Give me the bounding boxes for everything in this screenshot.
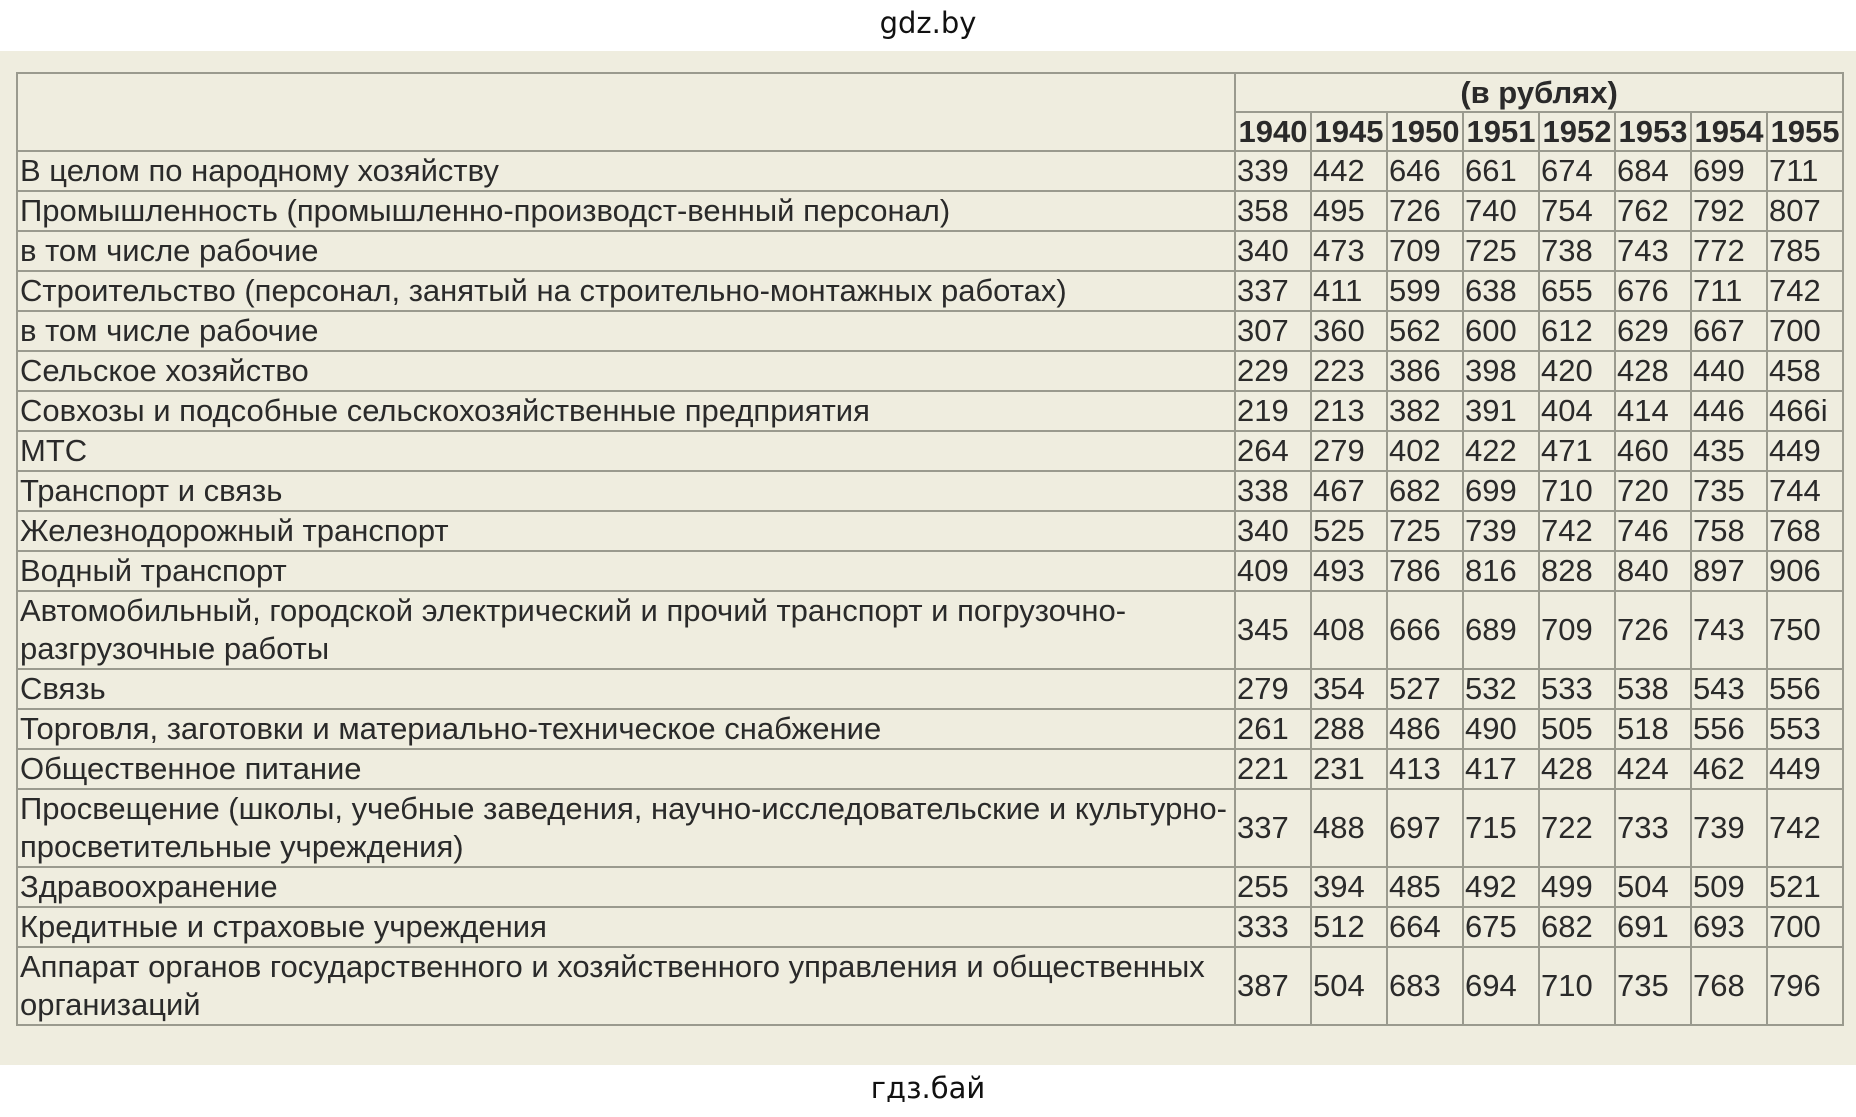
value-cell: 676: [1615, 271, 1691, 311]
row-label: Сельское хозяйство: [17, 351, 1235, 391]
value-cell: 694: [1463, 947, 1539, 1025]
value-cell: 661: [1463, 151, 1539, 191]
value-cell: 840: [1615, 551, 1691, 591]
value-cell: 629: [1615, 311, 1691, 351]
value-cell: 768: [1767, 511, 1843, 551]
value-cell: 402: [1387, 431, 1463, 471]
watermark-top: gdz.by: [879, 6, 977, 40]
value-cell: 492: [1463, 867, 1539, 907]
value-cell: 288: [1311, 709, 1387, 749]
year-header: 1955: [1767, 112, 1843, 151]
value-cell: 521: [1767, 867, 1843, 907]
value-cell: 488: [1311, 789, 1387, 867]
value-cell: 340: [1235, 231, 1311, 271]
table-row: [17, 311, 1843, 351]
value-cell: 424: [1615, 749, 1691, 789]
value-cell: 683: [1387, 947, 1463, 1025]
value-cell: 338: [1235, 471, 1311, 511]
value-cell: 518: [1615, 709, 1691, 749]
value-cell: 543: [1691, 669, 1767, 709]
year-header: 1945: [1311, 112, 1387, 151]
value-cell: 828: [1539, 551, 1615, 591]
row-label: Водный транспорт: [17, 551, 1235, 591]
value-cell: 354: [1311, 669, 1387, 709]
value-cell: 509: [1691, 867, 1767, 907]
table-row: [17, 551, 1843, 591]
value-cell: 664: [1387, 907, 1463, 947]
value-cell: 505: [1539, 709, 1615, 749]
value-cell: 906: [1767, 551, 1843, 591]
table-row: [17, 391, 1843, 431]
value-cell: 710: [1539, 947, 1615, 1025]
year-header: 1951: [1463, 112, 1539, 151]
value-cell: 337: [1235, 789, 1311, 867]
unit-caption: (в рублях): [1235, 73, 1843, 112]
value-cell: 279: [1235, 669, 1311, 709]
table-body: [17, 151, 1843, 1025]
value-cell: 533: [1539, 669, 1615, 709]
value-cell: 674: [1539, 151, 1615, 191]
row-label: Железнодорожный транспорт: [17, 511, 1235, 551]
value-cell: 442: [1311, 151, 1387, 191]
value-cell: 720: [1615, 471, 1691, 511]
table-row: [17, 907, 1843, 947]
value-cell: 700: [1767, 907, 1843, 947]
value-cell: 599: [1387, 271, 1463, 311]
value-cell: 404: [1539, 391, 1615, 431]
row-label: Здравоохранение: [17, 867, 1235, 907]
value-cell: 742: [1767, 271, 1843, 311]
value-cell: 386: [1387, 351, 1463, 391]
value-cell: 684: [1615, 151, 1691, 191]
value-cell: 512: [1311, 907, 1387, 947]
value-cell: 408: [1311, 591, 1387, 669]
value-cell: 699: [1691, 151, 1767, 191]
value-cell: 709: [1539, 591, 1615, 669]
value-cell: 333: [1235, 907, 1311, 947]
value-cell: 675: [1463, 907, 1539, 947]
value-cell: 307: [1235, 311, 1311, 351]
value-cell: 735: [1615, 947, 1691, 1025]
value-cell: 538: [1615, 669, 1691, 709]
value-cell: 339: [1235, 151, 1311, 191]
table-row: [17, 709, 1843, 749]
year-header: 1950: [1387, 112, 1463, 151]
row-label: Транспорт и связь: [17, 471, 1235, 511]
value-cell: 527: [1387, 669, 1463, 709]
row-label: В целом по народному хозяйству: [17, 151, 1235, 191]
value-cell: 785: [1767, 231, 1843, 271]
value-cell: 360: [1311, 311, 1387, 351]
value-cell: 725: [1463, 231, 1539, 271]
value-cell: 742: [1539, 511, 1615, 551]
value-cell: 742: [1767, 789, 1843, 867]
value-cell: 387: [1235, 947, 1311, 1025]
value-cell: 223: [1311, 351, 1387, 391]
value-cell: 486: [1387, 709, 1463, 749]
table-row: [17, 669, 1843, 709]
value-cell: 409: [1235, 551, 1311, 591]
value-cell: 495: [1311, 191, 1387, 231]
year-header: 1954: [1691, 112, 1767, 151]
value-cell: 562: [1387, 311, 1463, 351]
value-cell: 738: [1539, 231, 1615, 271]
value-cell: 768: [1691, 947, 1767, 1025]
row-label: МТС: [17, 431, 1235, 471]
row-label: Кредитные и страховые учреждения: [17, 907, 1235, 947]
value-cell: 722: [1539, 789, 1615, 867]
value-cell: 807: [1767, 191, 1843, 231]
value-cell: 420: [1539, 351, 1615, 391]
table-row: [17, 471, 1843, 511]
value-cell: 229: [1235, 351, 1311, 391]
value-cell: 490: [1463, 709, 1539, 749]
header-corner: [17, 73, 1235, 151]
value-cell: 394: [1311, 867, 1387, 907]
value-cell: 213: [1311, 391, 1387, 431]
value-cell: 411: [1311, 271, 1387, 311]
row-label: в том числе рабочие: [17, 311, 1235, 351]
value-cell: 417: [1463, 749, 1539, 789]
value-cell: 600: [1463, 311, 1539, 351]
row-label: Строительство (персонал, занятый на строительно-монтажных работах): [17, 271, 1235, 311]
value-cell: 345: [1235, 591, 1311, 669]
table-row: [17, 749, 1843, 789]
value-cell: 711: [1691, 271, 1767, 311]
value-cell: 691: [1615, 907, 1691, 947]
wage-table: [16, 72, 1844, 1026]
value-cell: 667: [1691, 311, 1767, 351]
value-cell: 699: [1463, 471, 1539, 511]
value-cell: 726: [1387, 191, 1463, 231]
value-cell: 758: [1691, 511, 1767, 551]
value-cell: 710: [1539, 471, 1615, 511]
value-cell: 725: [1387, 511, 1463, 551]
year-header: 1940: [1235, 112, 1311, 151]
value-cell: 792: [1691, 191, 1767, 231]
value-cell: 264: [1235, 431, 1311, 471]
value-cell: 754: [1539, 191, 1615, 231]
row-label: Аппарат органов государственного и хозяйственного управления и общественных организаций: [17, 947, 1235, 1025]
value-cell: 743: [1691, 591, 1767, 669]
table-row: [17, 789, 1843, 867]
row-label: Промышленность (промышленно-производст-венный персонал): [17, 191, 1235, 231]
value-cell: 466i: [1767, 391, 1843, 431]
row-label: Совхозы и подсобные сельскохозяйственные предприятия: [17, 391, 1235, 431]
value-cell: 744: [1767, 471, 1843, 511]
value-cell: 816: [1463, 551, 1539, 591]
value-cell: 897: [1691, 551, 1767, 591]
value-cell: 762: [1615, 191, 1691, 231]
table-row: [17, 431, 1843, 471]
value-cell: 740: [1463, 191, 1539, 231]
table-row: [17, 271, 1843, 311]
table-row: [17, 191, 1843, 231]
value-cell: 556: [1691, 709, 1767, 749]
row-label: в том числе рабочие: [17, 231, 1235, 271]
value-cell: 471: [1539, 431, 1615, 471]
value-cell: 493: [1311, 551, 1387, 591]
value-cell: 666: [1387, 591, 1463, 669]
value-cell: 413: [1387, 749, 1463, 789]
value-cell: 458: [1767, 351, 1843, 391]
value-cell: 337: [1235, 271, 1311, 311]
value-cell: 700: [1767, 311, 1843, 351]
value-cell: 462: [1691, 749, 1767, 789]
value-cell: 786: [1387, 551, 1463, 591]
value-cell: 261: [1235, 709, 1311, 749]
watermark-bottom: гдз.бай: [870, 1071, 986, 1105]
value-cell: 711: [1767, 151, 1843, 191]
table-row: [17, 511, 1843, 551]
value-cell: 435: [1691, 431, 1767, 471]
value-cell: 499: [1539, 867, 1615, 907]
value-cell: 428: [1539, 749, 1615, 789]
value-cell: 739: [1463, 511, 1539, 551]
value-cell: 449: [1767, 431, 1843, 471]
value-cell: 340: [1235, 511, 1311, 551]
table-row: [17, 231, 1843, 271]
value-cell: 655: [1539, 271, 1615, 311]
value-cell: 715: [1463, 789, 1539, 867]
value-cell: 796: [1767, 947, 1843, 1025]
header-row-unit: [17, 73, 1843, 112]
year-header: 1953: [1615, 112, 1691, 151]
value-cell: 279: [1311, 431, 1387, 471]
value-cell: 709: [1387, 231, 1463, 271]
value-cell: 446: [1691, 391, 1767, 431]
value-cell: 440: [1691, 351, 1767, 391]
row-label: Торговля, заготовки и материально-техническое снабжение: [17, 709, 1235, 749]
year-header: 1952: [1539, 112, 1615, 151]
value-cell: 682: [1387, 471, 1463, 511]
value-cell: 739: [1691, 789, 1767, 867]
value-cell: 733: [1615, 789, 1691, 867]
value-cell: 693: [1691, 907, 1767, 947]
value-cell: 422: [1463, 431, 1539, 471]
value-cell: 428: [1615, 351, 1691, 391]
table-row: [17, 351, 1843, 391]
value-cell: 398: [1463, 351, 1539, 391]
table-row: [17, 151, 1843, 191]
value-cell: 391: [1463, 391, 1539, 431]
value-cell: 532: [1463, 669, 1539, 709]
value-cell: 746: [1615, 511, 1691, 551]
row-label: Общественное питание: [17, 749, 1235, 789]
row-label: Просвещение (школы, учебные заведения, научно-исследовательские и культурно-просветительные учреждения): [17, 789, 1235, 867]
value-cell: 638: [1463, 271, 1539, 311]
value-cell: 743: [1615, 231, 1691, 271]
value-cell: 382: [1387, 391, 1463, 431]
value-cell: 646: [1387, 151, 1463, 191]
table-row: [17, 591, 1843, 669]
value-cell: 358: [1235, 191, 1311, 231]
value-cell: 504: [1311, 947, 1387, 1025]
value-cell: 750: [1767, 591, 1843, 669]
value-cell: 221: [1235, 749, 1311, 789]
value-cell: 231: [1311, 749, 1387, 789]
row-label: Связь: [17, 669, 1235, 709]
value-cell: 697: [1387, 789, 1463, 867]
value-cell: 449: [1767, 749, 1843, 789]
table-row: [17, 947, 1843, 1025]
value-cell: 525: [1311, 511, 1387, 551]
value-cell: 682: [1539, 907, 1615, 947]
row-label: Автомобильный, городской электрический и прочий транспорт и погрузочно-разгрузочные работы: [17, 591, 1235, 669]
value-cell: 485: [1387, 867, 1463, 907]
value-cell: 726: [1615, 591, 1691, 669]
value-cell: 689: [1463, 591, 1539, 669]
value-cell: 219: [1235, 391, 1311, 431]
value-cell: 553: [1767, 709, 1843, 749]
value-cell: 460: [1615, 431, 1691, 471]
value-cell: 414: [1615, 391, 1691, 431]
value-cell: 473: [1311, 231, 1387, 271]
value-cell: 255: [1235, 867, 1311, 907]
value-cell: 772: [1691, 231, 1767, 271]
value-cell: 735: [1691, 471, 1767, 511]
value-cell: 556: [1767, 669, 1843, 709]
value-cell: 467: [1311, 471, 1387, 511]
value-cell: 504: [1615, 867, 1691, 907]
value-cell: 612: [1539, 311, 1615, 351]
table-row: [17, 867, 1843, 907]
